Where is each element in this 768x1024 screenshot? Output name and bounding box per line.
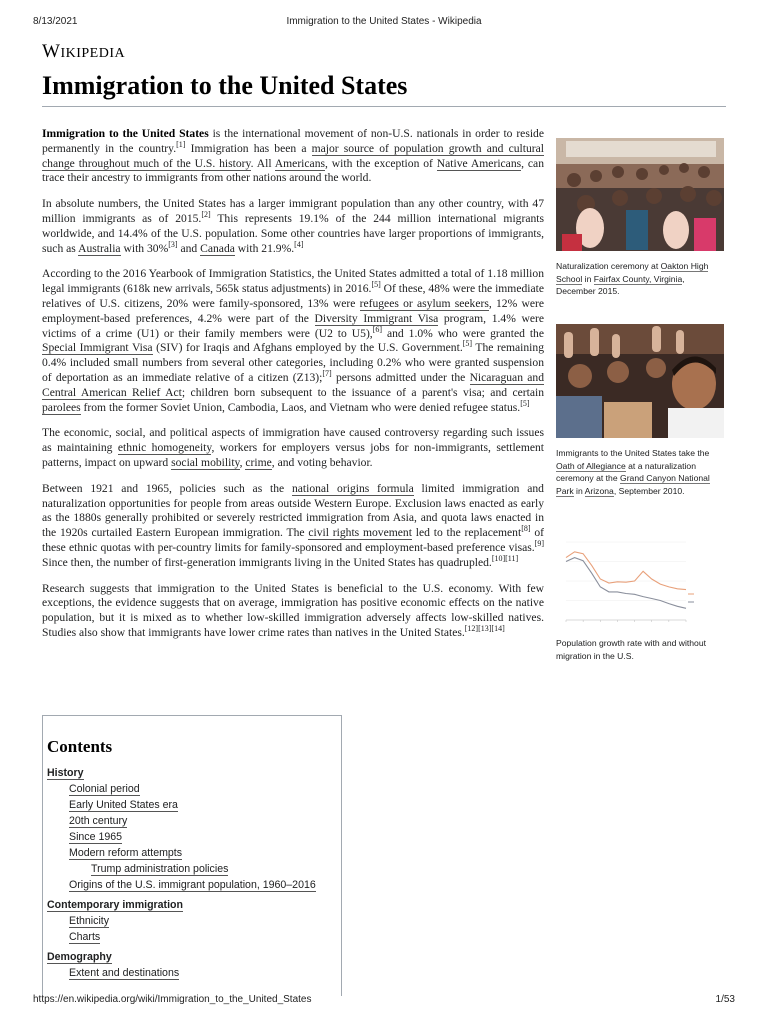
article-body (42, 127, 544, 652)
text: Since then, the number of first-generation immigrants living in the United States has quadrupled. (42, 555, 492, 569)
text: , can trace their ancestry to immigrants from other nations around the world. (42, 156, 544, 185)
inline-link[interactable]: social mobility (171, 455, 240, 469)
text: in (573, 485, 585, 496)
chart-legend (688, 594, 694, 602)
caption-link[interactable]: Oakton High School (556, 261, 709, 284)
toc-item-20th-century[interactable] (43, 813, 341, 829)
inline-link[interactable]: Americans (274, 156, 326, 170)
paragraph-6 (42, 582, 544, 641)
inline-link[interactable]: refugees or asylum seekers (359, 296, 489, 310)
text: In absolute numbers, the United States has a larger immigrant population than any other country, with 47 million immigrants as of 2015. (42, 197, 544, 225)
text: (SIV) for Iraqis and Afghans employed by the U.S. Government. (152, 341, 463, 355)
print-title: Immigration to the United States - Wikipedia (286, 16, 482, 27)
citation-link[interactable]: [6] (372, 324, 383, 334)
paragraph-3 (42, 267, 544, 415)
text: Research suggests that immigration to the United States is beneficial to the U.S. economy. With few exceptions, the evidence suggests that on average, immigration has positive economic effects on the native population, but it is mixed as to whether low-skilled immigration adversely affects low-skilled natives. Studies also show that immigrants have lower crime rates than natives in the United States. (42, 581, 544, 639)
inline-link[interactable]: national origins formula (291, 481, 414, 495)
toc-label: Trump administration policies (91, 863, 229, 875)
wikipedia-wordmark[interactable] (42, 41, 125, 63)
paragraph-1 (42, 127, 544, 186)
text: The economic, social, and political aspects of immigration have caused controversy regarding such issues as maintaining (42, 426, 544, 455)
citation-link[interactable]: [9] (534, 539, 544, 549)
text: According to the 2016 Yearbook of Immigration Statistics, the United States admitted a total of 1.18 million legal immigrants (618k new arrivals, 565k status adjustments) in 2016. (42, 267, 544, 296)
toc-label: Colonial period (69, 783, 140, 795)
toc-label: Origins of the U.S. immigrant population, 1960–2016 (69, 879, 316, 891)
toc-item-early-us-era[interactable] (43, 797, 341, 813)
text: program, 1.4% were victims of a crime (U1) or their family members were (U2 to U5), (42, 311, 545, 340)
citation-link[interactable]: [2] (201, 210, 211, 220)
toc-label: 20th century (69, 815, 128, 827)
text: at a naturalization ceremony at the (556, 460, 696, 483)
text: , September 2010. (613, 485, 685, 496)
toc-item-contemporary[interactable] (43, 897, 341, 913)
text: , (239, 455, 246, 469)
citation-link[interactable]: [1] (176, 139, 186, 149)
toc-item-ethnicity[interactable] (43, 913, 341, 929)
toc-label: History (47, 767, 84, 779)
citation-link[interactable]: [4] (294, 239, 304, 249)
text: in (582, 273, 594, 284)
population-growth-chart[interactable] (556, 536, 724, 628)
toc-item-demography[interactable] (43, 949, 341, 965)
wordmark-initial: W (42, 41, 61, 62)
toc-item-since-1965[interactable] (43, 829, 341, 845)
oath-photo[interactable] (556, 324, 724, 438)
text: is the international movement of non-U.S. nationals in order to reside permanently in the country. (42, 127, 545, 155)
citation-link[interactable]: [10][11] (491, 553, 519, 563)
caption-link[interactable]: Arizona (584, 485, 614, 496)
inline-link[interactable]: Australia (78, 241, 121, 255)
inline-link[interactable]: Nicaraguan and Central American Relief Act (42, 370, 544, 399)
citation-link[interactable]: [5] (520, 398, 530, 408)
lead-term: Immigration to the United States (42, 127, 209, 140)
text: limited immigration and naturalization opportunities for people from areas outside Western Europe. Exclusion laws enacted as early as the 1880s generally prohibited or severely restricted immigration from Asia, and quota laws enacted in the 1920s curtailed Eastern European immigration. The (42, 481, 544, 540)
caption-link[interactable]: Fairfax County, Virginia (593, 273, 683, 284)
text: , December 2015. (556, 273, 685, 296)
text: with 21.9%. (234, 241, 295, 255)
paragraph-5 (42, 482, 544, 571)
toc-item-origins[interactable] (43, 877, 341, 893)
citation-link[interactable]: [5] (462, 339, 473, 349)
figure-caption: Population growth rate with and without migration in the U.S. (556, 638, 707, 661)
toc-title: Contents (47, 737, 113, 756)
toc-item-trump-policies[interactable] (43, 861, 341, 877)
text: , with the exception of (325, 156, 437, 170)
print-date: 8/13/2021 (33, 16, 78, 27)
text: ; children born subsequent to the issuance of a parent's visa; and certain (181, 385, 544, 399)
print-url: https://en.wikipedia.org/wiki/Immigration_to_the_United_States (33, 994, 312, 1005)
caption-link[interactable]: Oath of Allegiance (556, 460, 626, 471)
text: . All (250, 156, 275, 170)
inline-link[interactable]: Native Americans (436, 156, 522, 170)
text: , 12% were employment-based preferences, 4.2% were part of the (42, 296, 544, 325)
text: This represents 19.1% of the 244 million international migrants worldwide, and 14.4% of the U.S. population. Some other countries have larger proportions of immigrants, such as (42, 211, 544, 255)
toc-item-extent-destinations[interactable] (43, 965, 341, 981)
inline-link[interactable]: major source of population growth and cultural change throughout much of the U.S. history (42, 141, 545, 170)
text: from the former Soviet Union, Cambodia, Laos, and Vietnam who were denied refugee status. (80, 400, 521, 414)
text: Immigration has been a (185, 141, 312, 155)
text: persons admitted under the (331, 370, 470, 384)
inline-link[interactable]: parolees (42, 400, 81, 414)
text: led to the replacement (411, 526, 522, 540)
ceremony-photo[interactable] (556, 138, 724, 251)
toc-label: Demography (47, 951, 112, 963)
toc-label: Ethnicity (69, 915, 110, 927)
toc-label: Since 1965 (69, 831, 123, 843)
page-title: Immigration to the United States (42, 71, 408, 100)
text: , workers for employers versus jobs for non-immigrants, settlement patterns, impact on upward (42, 441, 545, 469)
toc-label: Charts (69, 931, 101, 943)
text: Naturalization ceremony at (556, 261, 661, 271)
page-number: 1/53 (715, 994, 735, 1005)
text: and 1.0% who were granted the (382, 326, 544, 340)
citation-link[interactable]: [5] (371, 280, 381, 290)
citation-link[interactable]: [7] (322, 369, 332, 379)
toc-item-modern-reform[interactable] (43, 845, 341, 861)
text: The remaining 0.4% included small numbers from several other categories, including 0.2% who were granted suspension of deportation as an immediate relative of a citizen (Z13); (42, 341, 544, 384)
text: and (177, 241, 201, 255)
figure-caption (556, 260, 724, 298)
paragraph-2 (42, 197, 544, 256)
inline-link[interactable]: crime (245, 455, 272, 469)
paragraph-4 (42, 426, 544, 470)
inline-link[interactable]: Canada (200, 241, 235, 255)
chart-grid (566, 542, 686, 620)
toc-item-colonial-period[interactable] (43, 781, 341, 797)
figure-naturalization-ceremony (556, 138, 724, 298)
figure-oath-of-allegiance (556, 324, 724, 497)
citation-link[interactable]: [12][13][14] (464, 624, 505, 634)
inline-link[interactable]: ethnic homogeneity (117, 441, 212, 455)
text: Between 1921 and 1965, policies such as the (42, 481, 292, 495)
table-of-contents (42, 715, 342, 996)
inline-link[interactable]: civil rights movement (308, 526, 412, 540)
text: Immigrants to the United States take the (556, 448, 710, 458)
inline-link[interactable]: Special Immigrant Visa (42, 341, 153, 355)
caption-link[interactable]: Grand Canyon National Park (556, 473, 710, 496)
toc-label: Early United States era (69, 799, 178, 811)
citation-link[interactable]: [8] (521, 524, 531, 534)
inline-link[interactable]: Diversity Immigrant Visa (314, 311, 439, 325)
text: of these ethnic quotas with per-country limits for family-sponsored and employment-based preference visas. (42, 526, 544, 554)
text: with 30% (120, 241, 169, 255)
text: Of these, 48% were the immediate relatives of U.S. citizens, 20% were family-sponsored, 13% were (42, 282, 545, 310)
toc-item-history[interactable] (43, 765, 341, 781)
series-line-with-migration (566, 552, 686, 590)
toc-label: Extent and destinations (69, 967, 180, 979)
chart-series (566, 552, 686, 609)
toc-label: Contemporary immigration (47, 899, 183, 911)
figure-population-growth-chart (556, 536, 724, 662)
citation-link[interactable]: [3] (168, 239, 178, 249)
figure-caption (556, 447, 724, 497)
title-divider (42, 106, 726, 107)
text: , and voting behavior. (271, 455, 373, 469)
toc-label: Modern reform attempts (69, 847, 183, 859)
wordmark-rest: IKIPEDIA (60, 46, 126, 61)
toc-item-charts[interactable] (43, 929, 341, 945)
